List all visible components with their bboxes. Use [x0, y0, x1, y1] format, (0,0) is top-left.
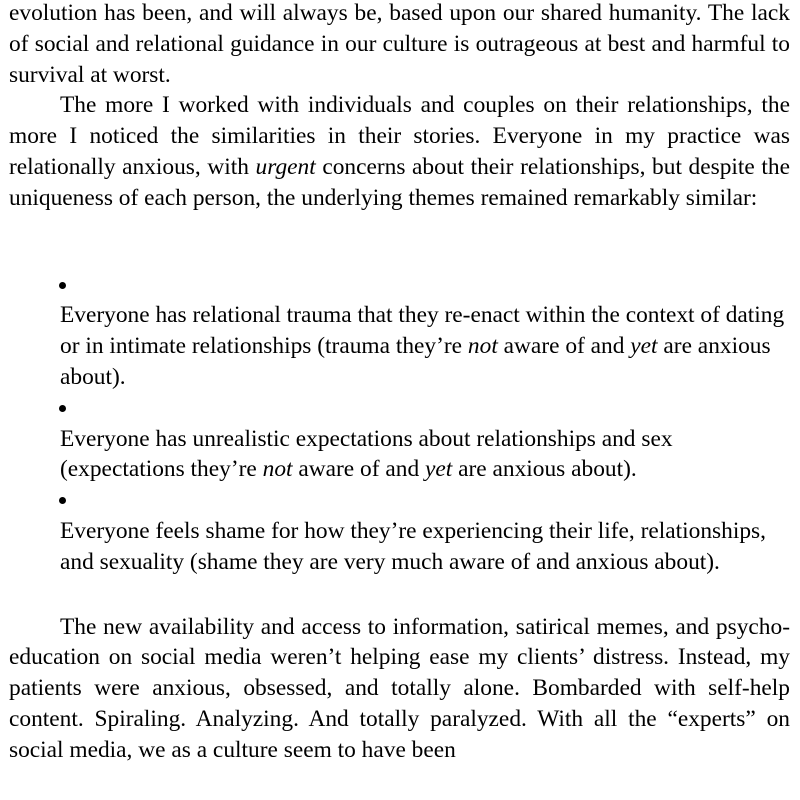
paragraph-social-media: The new availability and access to information, satirical memes, and psycho-education on social media weren’t helping ease my clients’ distress. Instead, my patients were anxious, obsessed, and totally alone. Bombarded with self-help content. Spiraling. Analyzing. And totally paralyzed. With all the “experts” on social media, we as a culture seem to have been	[9, 613, 790, 763]
list-item-text-part: aware of and	[292, 456, 425, 483]
list-item-text-part: Everyone has relational trauma that they re-enact within the context of dating or in intimate relationships (trauma they’re	[60, 302, 785, 360]
list-item-text-part: aware of and	[497, 333, 631, 360]
list-item	[60, 393, 790, 485]
intro-paragraph: evolution has been, and will always be, based upon our shared humanity. The lack of social and relational guidance in our culture is outrageous at best and harmful to survival at worst.	[9, 0, 790, 88]
emphasis-urgent: urgent	[255, 153, 316, 180]
paragraph-practice-themes-text-1: The more I worked with individuals and couples on their relationships, the more I noticed the similarities in their stories. Everyone in my practice was relationally anxious, with	[9, 92, 790, 180]
list-item-text: Everyone feels shame for how they’re experiencing their life, relationships, and sexuality (shame they are very much aware of and anxious about).	[60, 517, 767, 575]
emphasis-yet: yet	[630, 333, 658, 360]
list-item-text-part: Everyone has unrealistic expectations about relationships and sex (expectations they’re	[60, 425, 673, 483]
list-item-text-part: are anxious about).	[60, 333, 771, 390]
paragraph-practice-themes-text-2: concerns about their relationships, but despite the uniqueness of each person, the underlying themes remained remarkably similar:	[9, 153, 790, 211]
emphasis-yet: yet	[425, 456, 453, 483]
emphasis-not: not	[467, 333, 498, 360]
bullet-row	[60, 393, 790, 424]
bullet-icon	[59, 497, 66, 504]
themes-list	[9, 270, 790, 578]
list-item	[60, 485, 790, 577]
list-item-text	[60, 424, 790, 486]
bullet-icon	[59, 405, 66, 412]
list-item-text	[60, 300, 790, 392]
paragraph-practice-themes	[9, 90, 790, 213]
document-page	[9, 0, 790, 766]
list-item-text-part: are anxious about).	[452, 456, 637, 483]
bullet-icon	[59, 282, 66, 289]
list-item	[60, 270, 790, 393]
themes-list-wrapper	[9, 270, 790, 578]
bullet-row	[60, 270, 790, 301]
bullet-row	[60, 485, 790, 516]
emphasis-not: not	[262, 456, 293, 483]
